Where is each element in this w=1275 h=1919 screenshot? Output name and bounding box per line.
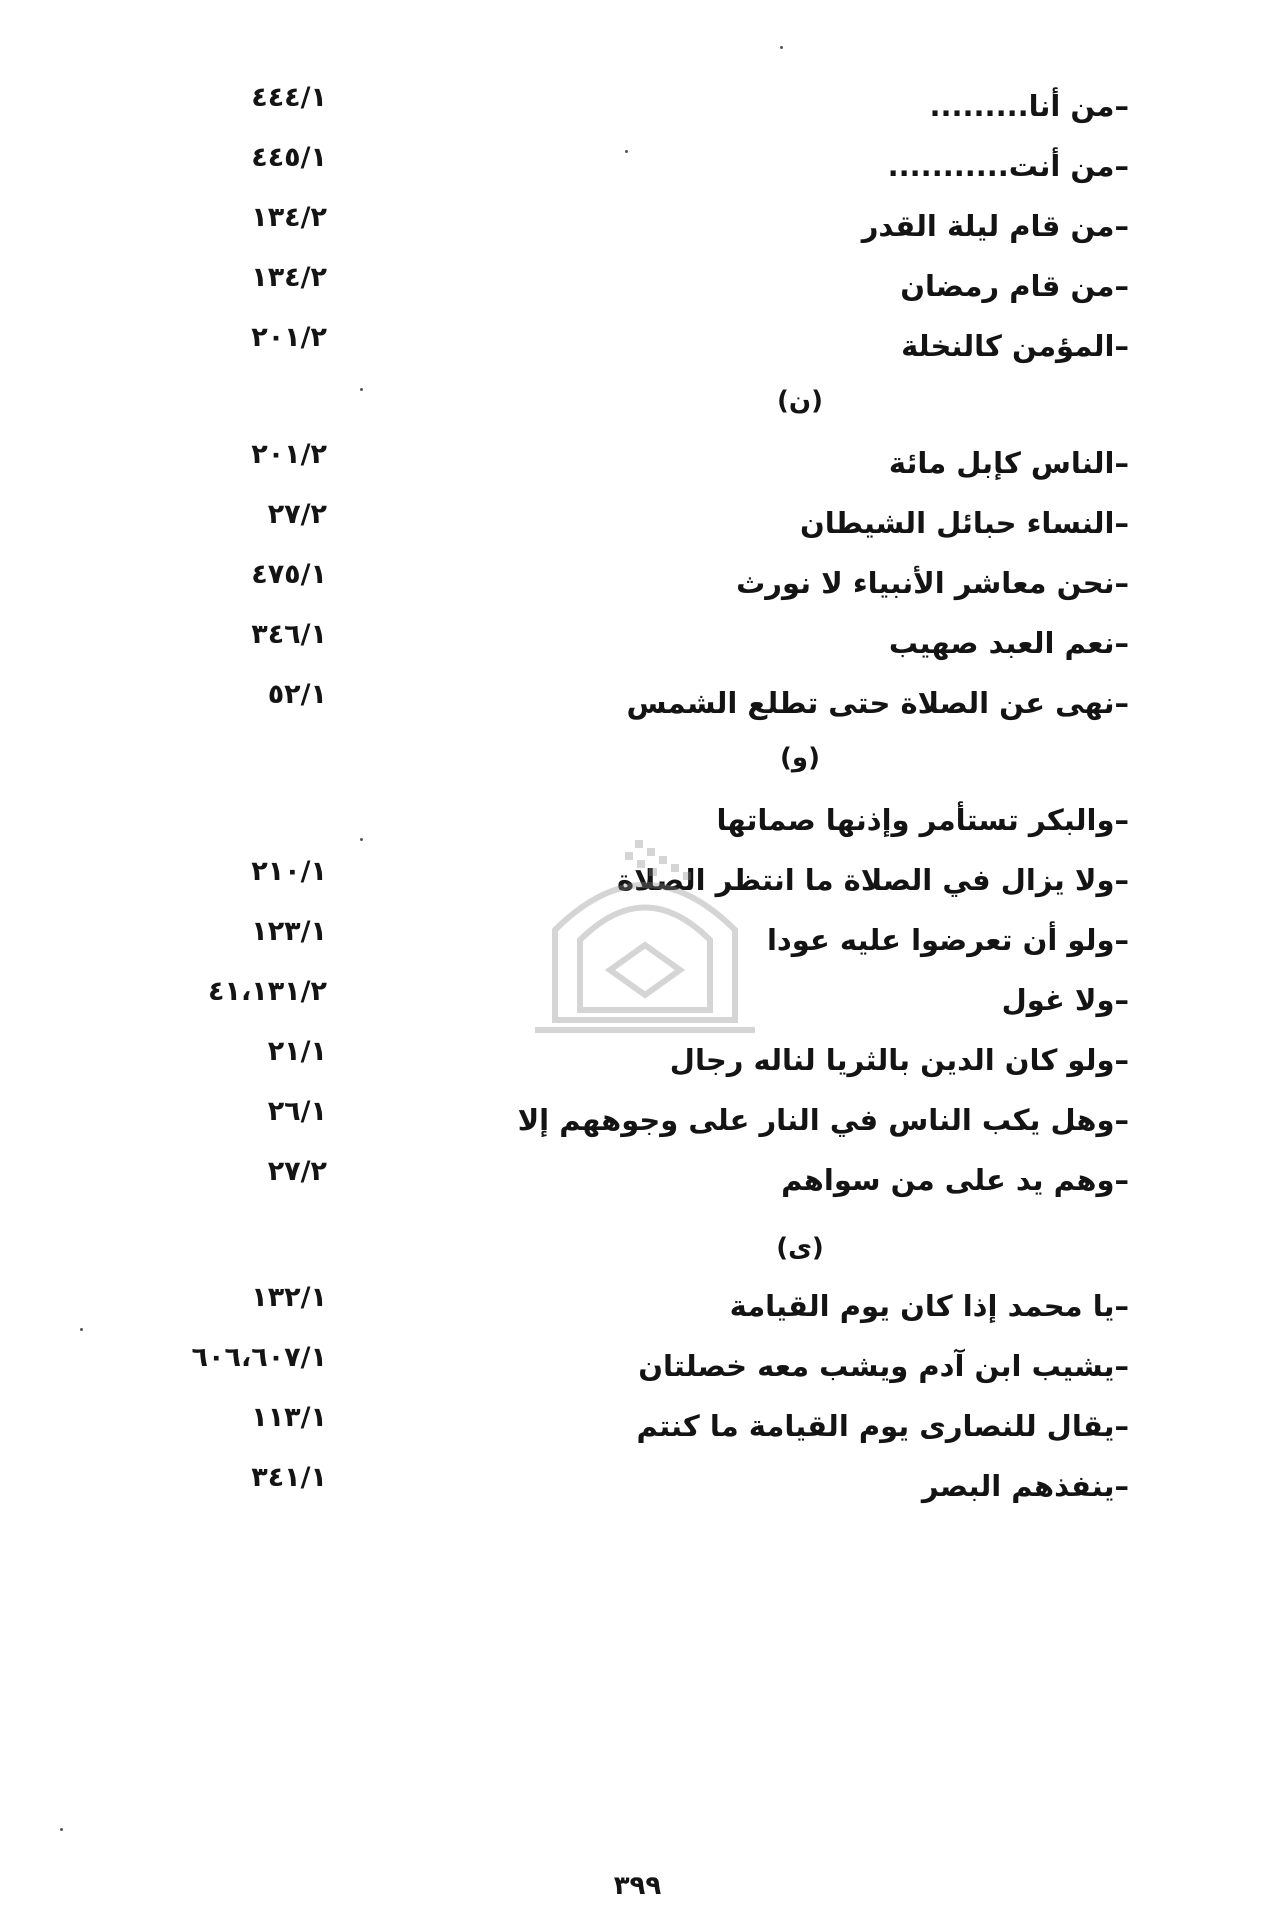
entry-ref: ١٣٢/١ (251, 1282, 327, 1313)
entry-text: –وهل يكب الناس في النار على وجوههم إلا (517, 1103, 1129, 1137)
entry-text: –وهم يد على من سواهم (781, 1163, 1129, 1197)
section-heading-nun: (ن) (777, 386, 823, 416)
index-entry (0, 1396, 1275, 1456)
entry-text: –ولو كان الدين بالثريا لناله رجال (669, 1043, 1129, 1077)
entry-text: –من قام ليلة القدر (861, 209, 1129, 243)
index-entry (0, 196, 1275, 256)
entry-ref: ٤٧٥/١ (251, 559, 327, 590)
scan-speck (360, 388, 363, 391)
index-entry (0, 1456, 1275, 1516)
entry-text: –ولو أن تعرضوا عليه عودا (766, 923, 1129, 957)
page-number: ٣٩٩ (613, 1871, 662, 1901)
entry-ref: ٢٠١/٢ (251, 439, 327, 470)
scan-speck (80, 1328, 83, 1331)
index-entry (0, 493, 1275, 553)
index-entry (0, 316, 1275, 376)
entry-text: –المؤمن كالنخلة (901, 329, 1129, 363)
entry-text: –نعم العبد صهيب (888, 626, 1129, 660)
scan-speck (360, 838, 363, 841)
index-entry (0, 613, 1275, 673)
entry-text: –نحن معاشر الأنبياء لا نورث (736, 566, 1129, 600)
section-heading-waw: (و) (780, 743, 820, 773)
index-entry (0, 673, 1275, 733)
entry-ref: ٢١/١ (267, 1036, 327, 1067)
scan-speck (625, 150, 628, 153)
index-entry (0, 136, 1275, 196)
entry-ref: ٢٧/٢ (267, 1156, 327, 1187)
entry-ref: ٢٦/١ (267, 1096, 327, 1127)
entry-ref: ٢١٠/١ (251, 856, 327, 887)
entry-ref: ٢٧/٢ (267, 499, 327, 530)
index-entry (0, 1276, 1275, 1336)
section-heading-ya: (ى) (776, 1233, 824, 1263)
entry-text: –ينفذهم البصر (921, 1469, 1129, 1503)
entry-ref: ٤٤٤/١ (251, 82, 327, 113)
entry-ref: ٣٤٦/١ (251, 619, 327, 650)
entry-ref: ١٢٣/١ (251, 916, 327, 947)
index-entry (0, 1090, 1275, 1150)
entry-text: –من قام رمضان (900, 269, 1129, 303)
entry-text: –النساء حبائل الشيطان (799, 506, 1129, 540)
index-entry (0, 433, 1275, 493)
index-entry (0, 1336, 1275, 1396)
index-entry (0, 76, 1275, 136)
entry-text: –يشيب ابن آدم ويشب معه خصلتان (638, 1349, 1129, 1383)
entry-text: –من أنا......... (929, 89, 1129, 123)
entry-text: –من أنت........... (887, 149, 1129, 183)
entry-text: –يا محمد إذا كان يوم القيامة (729, 1289, 1129, 1323)
entry-ref: ١٣٤/٢ (251, 202, 327, 233)
entry-ref: ٢٠١/٢ (251, 322, 327, 353)
entry-text: –نهى عن الصلاة حتى تطلع الشمس (626, 686, 1129, 720)
entry-text: –والبكر تستأمر وإذنها صماتها (716, 803, 1129, 837)
watermark-seal-icon (495, 820, 795, 1090)
entry-ref: ١١٣/١ (251, 1402, 327, 1433)
entry-text: –ولا يزال في الصلاة ما انتظر الصلاة (617, 863, 1129, 897)
scan-speck (780, 46, 783, 49)
entry-ref: ٤١،١٣١/٢ (208, 976, 327, 1007)
index-entry (0, 1150, 1275, 1210)
entry-text: –ولا غول (1001, 983, 1129, 1017)
entry-ref: ٦٠٦،٦٠٧/١ (191, 1342, 327, 1373)
entry-ref: ٣٤١/١ (251, 1462, 327, 1493)
scan-speck (60, 1828, 63, 1831)
index-entry (0, 553, 1275, 613)
index-entry (0, 256, 1275, 316)
entry-text: –الناس كإبل مائة (888, 446, 1129, 480)
entry-ref: ٤٤٥/١ (251, 142, 327, 173)
entry-text: –يقال للنصارى يوم القيامة ما كنتم (636, 1409, 1129, 1443)
entry-ref: ١٣٤/٢ (251, 262, 327, 293)
entry-ref: ٥٢/١ (267, 679, 327, 710)
